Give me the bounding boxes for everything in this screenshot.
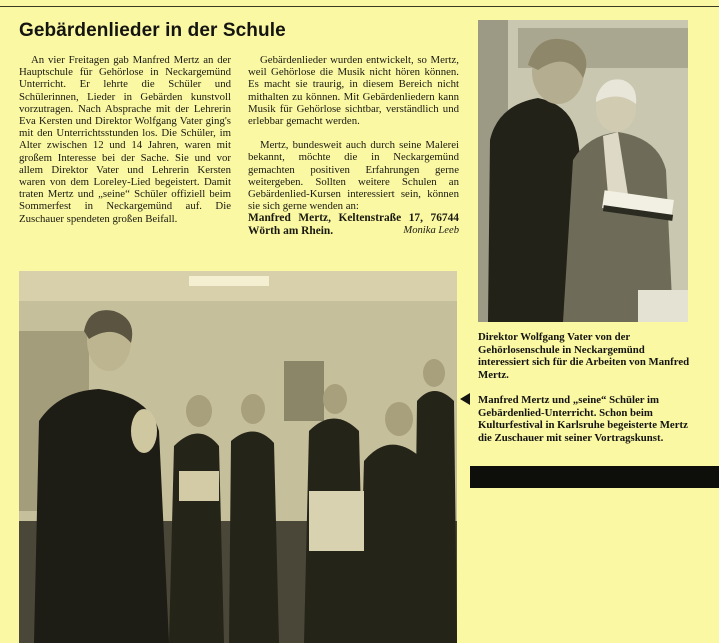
article-headline: Gebärdenlieder in der Schule xyxy=(19,20,286,41)
caption-right-photo: Direktor Wolfgang Vater von der Gehörlosenschule in Neckargemünd interessiert sich für die Arbeiten von Manfred Mertz. xyxy=(478,331,690,381)
top-rule xyxy=(0,6,719,7)
photo-sign-language-class xyxy=(19,271,457,643)
photo-director-illustration xyxy=(478,20,688,322)
contact-block xyxy=(248,212,459,237)
author-byline: Monika Leeb xyxy=(403,225,459,237)
caption-pointer-icon xyxy=(460,393,470,405)
photo-director-and-artist xyxy=(478,20,688,322)
paragraph-1: An vier Freitagen gab Manfred Mertz an der Hauptschule für Gehörlose in Neckargemünd Unterricht. Er lehrte die Schüler und Schülerinnen, Lieder in Gebärden kunstvoll vorzutragen. Nach Absprache mit der Lehrerin Eva Kersten und Direktor Wolfgang Vater ging's mit den Unterrichtsstunden los. Die Schüler, im Alter zwischen 12 und 14 Jahren, waren mit großem Interesse bei der Sache. Sie und vor allem Direktor Vater und Lehrerin Kersten waren von dem Loreley-Lied begeistert. Damit traten Mertz und „seine“ Schüler offiziell beim Sommerfest in Neckargemünd auf. Die Zuschauer spendeten großen Beifall. xyxy=(19,54,231,225)
article-column-1 xyxy=(19,54,231,225)
paragraph-3: Mertz, bundesweit auch durch seine Malerei bekannt, möchte die in Neckargemünd gemachten positiven Erfahrungen gerne weitergeben. Sollten weitere Schulen an Gebärdenlied-Kursen interessiert sein, können sie sich gerne wenden an: xyxy=(248,139,459,213)
contact-address: Manfred Mertz, Keltenstraße 17, 76744 Wörth am Rhein. xyxy=(248,212,459,238)
caption-bottom-photo: Manfred Mertz und „seine“ Schüler im Gebärdenlied-Unterricht. Schon beim Kulturfestival in Karlsruhe begeisterte Mertz die Zuschauer mit seiner Vortragskunst. xyxy=(478,394,688,444)
photo-class-illustration xyxy=(19,271,457,643)
black-bar xyxy=(470,466,719,488)
paragraph-2: Gebärdenlieder wurden entwickelt, so Mertz, weil Gehörlose die Musik nicht hören können. Es macht sie traurig, in diesem Bereich nicht mithalten zu können. Mit Gebärdenliedern kann Musik für Gehörlose sichtbar, verständlich und erlebbar gemacht werden. xyxy=(248,54,459,128)
article-column-2 xyxy=(248,54,459,238)
